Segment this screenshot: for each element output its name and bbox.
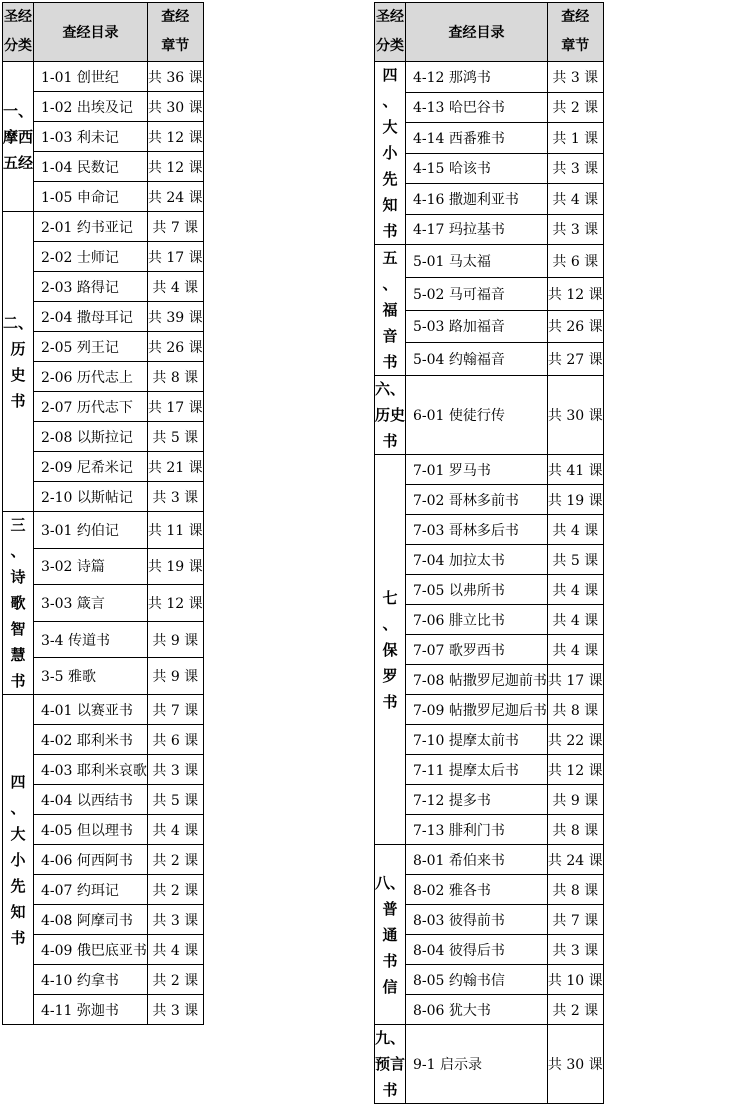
table-row bbox=[375, 935, 604, 965]
lesson-count-cell: 共 17 课 bbox=[147, 392, 203, 422]
book-name-cell: 7-01 罗马书 bbox=[406, 455, 548, 485]
lesson-count-cell: 共 11 课 bbox=[147, 512, 203, 549]
category-cell bbox=[375, 376, 406, 455]
lesson-count-cell: 共 4 课 bbox=[547, 635, 603, 665]
table-row bbox=[375, 123, 604, 154]
lesson-count-cell: 共 4 课 bbox=[147, 815, 203, 845]
book-name-cell: 2-01 约书亚记 bbox=[34, 212, 148, 242]
header-row bbox=[3, 3, 204, 62]
lesson-count-cell: 共 3 课 bbox=[547, 214, 603, 245]
table-row bbox=[375, 184, 604, 215]
book-name-cell: 8-06 犹大书 bbox=[406, 995, 548, 1025]
book-name-cell: 4-11 弥迦书 bbox=[34, 995, 148, 1025]
lesson-count-cell: 共 5 课 bbox=[547, 545, 603, 575]
lesson-count-cell: 共 8 课 bbox=[547, 695, 603, 725]
lesson-count-cell: 共 2 课 bbox=[547, 995, 603, 1025]
book-name-cell: 2-09 尼希米记 bbox=[34, 452, 148, 482]
catalog-body-left bbox=[3, 62, 204, 1025]
book-name-cell: 7-08 帖撒罗尼迦前书 bbox=[406, 665, 548, 695]
lesson-count-cell: 共 4 课 bbox=[547, 515, 603, 545]
lesson-count-cell: 共 9 课 bbox=[547, 785, 603, 815]
lesson-count-cell: 共 21 课 bbox=[147, 452, 203, 482]
table-row bbox=[375, 1025, 604, 1104]
category-label-line: 知 bbox=[10, 902, 26, 921]
lesson-count-cell: 共 30 课 bbox=[147, 92, 203, 122]
category-label-line: 历 bbox=[10, 339, 26, 358]
category-label-line: 六、历史书 bbox=[375, 380, 406, 450]
table-row bbox=[375, 343, 604, 376]
book-name-cell: 1-05 申命记 bbox=[34, 182, 148, 212]
book-name-cell: 7-05 以弗所书 bbox=[406, 575, 548, 605]
lesson-count-cell: 共 3 课 bbox=[547, 153, 603, 184]
table-row bbox=[375, 815, 604, 845]
category-cell bbox=[375, 245, 406, 376]
table-row bbox=[3, 182, 204, 212]
table-row bbox=[375, 965, 604, 995]
header-catalog: 查经目录 bbox=[34, 3, 148, 62]
book-name-cell: 4-08 阿摩司书 bbox=[34, 905, 148, 935]
book-name-cell: 4-16 撒迦利亚书 bbox=[406, 184, 548, 215]
book-name-cell: 5-03 路加福音 bbox=[406, 310, 548, 343]
book-name-cell: 2-03 路得记 bbox=[34, 272, 148, 302]
table-row bbox=[3, 212, 204, 242]
book-name-cell: 3-5 雅歌 bbox=[34, 658, 148, 695]
book-name-cell: 7-11 提摩太后书 bbox=[406, 755, 548, 785]
table-row bbox=[375, 62, 604, 93]
lesson-count-cell: 共 2 课 bbox=[547, 92, 603, 123]
book-name-cell: 4-05 但以理书 bbox=[34, 815, 148, 845]
book-name-cell: 7-02 哥林多前书 bbox=[406, 485, 548, 515]
lesson-count-cell: 共 12 课 bbox=[547, 755, 603, 785]
table-row bbox=[375, 995, 604, 1025]
table-row bbox=[3, 512, 204, 549]
lesson-count-cell: 共 7 课 bbox=[147, 695, 203, 725]
book-name-cell: 2-02 士师记 bbox=[34, 242, 148, 272]
table-row bbox=[3, 482, 204, 512]
lesson-count-cell: 共 3 课 bbox=[547, 62, 603, 93]
category-label-line: 保 bbox=[382, 640, 398, 659]
book-name-cell: 2-10 以斯帖记 bbox=[34, 482, 148, 512]
book-name-cell: 5-01 马太福 bbox=[406, 245, 548, 278]
category-label-line: 小 bbox=[10, 850, 26, 869]
category-label-line: 智 bbox=[10, 620, 26, 638]
book-name-cell: 7-07 歌罗西书 bbox=[406, 635, 548, 665]
lesson-count-cell: 共 4 课 bbox=[547, 605, 603, 635]
table-row bbox=[375, 845, 604, 875]
table-row bbox=[375, 545, 604, 575]
table-row bbox=[3, 815, 204, 845]
category-label-line: 书 bbox=[10, 672, 26, 690]
category-label-line: 知 bbox=[382, 196, 398, 214]
book-name-cell: 7-03 哥林多后书 bbox=[406, 515, 548, 545]
category-label-line: 书 bbox=[10, 928, 26, 947]
header-category: 圣经 分类 bbox=[375, 3, 406, 62]
lesson-count-cell: 共 8 课 bbox=[147, 362, 203, 392]
book-name-cell: 4-13 哈巴谷书 bbox=[406, 92, 548, 123]
table-row bbox=[375, 785, 604, 815]
book-name-cell: 7-09 帖撒罗尼迦后书 bbox=[406, 695, 548, 725]
table-row bbox=[375, 214, 604, 245]
lesson-count-cell: 共 12 课 bbox=[147, 122, 203, 152]
lesson-count-cell: 共 7 课 bbox=[147, 212, 203, 242]
lesson-count-cell: 共 4 课 bbox=[147, 935, 203, 965]
table-row bbox=[375, 245, 604, 278]
category-label-line: 、 bbox=[10, 542, 26, 560]
table-row bbox=[3, 935, 204, 965]
category-label-line: 歌 bbox=[10, 594, 26, 612]
book-name-cell: 9-1 启示录 bbox=[406, 1025, 548, 1104]
book-name-cell: 6-01 使徒行传 bbox=[406, 376, 548, 455]
catalog-body-right bbox=[375, 62, 604, 1104]
header-catalog: 查经目录 bbox=[406, 3, 548, 62]
table-row bbox=[375, 695, 604, 725]
category-label-line: 小 bbox=[382, 144, 398, 162]
lesson-count-cell: 共 36 课 bbox=[147, 62, 203, 92]
category-label-line: 摩西 bbox=[3, 127, 34, 146]
lesson-count-cell: 共 41 课 bbox=[547, 455, 603, 485]
category-label-line: 书 bbox=[382, 353, 398, 371]
category-label-line: 书 bbox=[382, 222, 398, 240]
table-row bbox=[375, 153, 604, 184]
lesson-count-cell: 共 4 课 bbox=[147, 272, 203, 302]
lesson-count-cell: 共 12 课 bbox=[547, 277, 603, 310]
table-row bbox=[375, 605, 604, 635]
category-cell bbox=[3, 695, 34, 1025]
lesson-count-cell: 共 8 课 bbox=[547, 875, 603, 905]
lesson-count-cell: 共 9 课 bbox=[147, 621, 203, 658]
table-row bbox=[3, 548, 204, 585]
category-cell bbox=[3, 212, 34, 512]
lesson-count-cell: 共 3 课 bbox=[147, 482, 203, 512]
table-row bbox=[3, 452, 204, 482]
category-label-line: 普 bbox=[382, 899, 398, 918]
book-name-cell: 8-04 彼得后书 bbox=[406, 935, 548, 965]
book-name-cell: 7-10 提摩太前书 bbox=[406, 725, 548, 755]
table-row bbox=[375, 635, 604, 665]
category-label-line: 书 bbox=[382, 951, 398, 970]
lesson-count-cell: 共 2 课 bbox=[147, 875, 203, 905]
book-name-cell: 4-17 玛拉基书 bbox=[406, 214, 548, 245]
category-label-line: 四 bbox=[382, 66, 398, 84]
category-label-line: 诗 bbox=[10, 568, 26, 586]
lesson-count-cell: 共 17 课 bbox=[147, 242, 203, 272]
category-label-line: 九、预言书 bbox=[375, 1029, 406, 1099]
lesson-count-cell: 共 19 课 bbox=[547, 485, 603, 515]
lesson-count-cell: 共 17 课 bbox=[547, 665, 603, 695]
table-row bbox=[375, 665, 604, 695]
category-label-line: 罗 bbox=[382, 666, 398, 685]
lesson-count-cell: 共 27 课 bbox=[547, 343, 603, 376]
lesson-count-cell: 共 39 课 bbox=[147, 302, 203, 332]
book-name-cell: 4-09 俄巴底亚书 bbox=[34, 935, 148, 965]
category-label-line: 二、 bbox=[3, 313, 34, 332]
lesson-count-cell: 共 1 课 bbox=[547, 123, 603, 154]
category-label-line: 、 bbox=[382, 275, 398, 293]
category-label-line: 先 bbox=[10, 876, 26, 895]
table-row bbox=[375, 277, 604, 310]
category-label-line: 七 bbox=[382, 588, 398, 607]
lesson-count-cell: 共 19 课 bbox=[147, 548, 203, 585]
category-label-line: 、 bbox=[382, 92, 398, 110]
book-name-cell: 4-10 约拿书 bbox=[34, 965, 148, 995]
book-name-cell: 2-05 列王记 bbox=[34, 332, 148, 362]
lesson-count-cell: 共 3 课 bbox=[147, 755, 203, 785]
table-row bbox=[3, 695, 204, 725]
book-name-cell: 2-07 历代志下 bbox=[34, 392, 148, 422]
lesson-count-cell: 共 26 课 bbox=[547, 310, 603, 343]
book-name-cell: 7-13 腓利门书 bbox=[406, 815, 548, 845]
book-name-cell: 1-02 出埃及记 bbox=[34, 92, 148, 122]
table-row bbox=[3, 62, 204, 92]
category-label-line: 福 bbox=[382, 301, 398, 319]
book-name-cell: 4-06 何西阿书 bbox=[34, 845, 148, 875]
category-label-line: 先 bbox=[382, 170, 398, 188]
table-row bbox=[3, 755, 204, 785]
lesson-count-cell: 共 5 课 bbox=[147, 785, 203, 815]
book-name-cell: 5-04 约翰福音 bbox=[406, 343, 548, 376]
table-row bbox=[3, 362, 204, 392]
table-row bbox=[375, 575, 604, 605]
category-cell bbox=[375, 455, 406, 845]
lesson-count-cell: 共 4 课 bbox=[547, 184, 603, 215]
book-name-cell: 4-07 约珥记 bbox=[34, 875, 148, 905]
table-row bbox=[3, 785, 204, 815]
lesson-count-cell: 共 12 课 bbox=[147, 585, 203, 622]
book-name-cell: 8-05 约翰书信 bbox=[406, 965, 548, 995]
catalog-table-right bbox=[374, 2, 604, 1104]
lesson-count-cell: 共 5 课 bbox=[147, 422, 203, 452]
table-row bbox=[3, 422, 204, 452]
lesson-count-cell: 共 4 课 bbox=[547, 575, 603, 605]
table-row bbox=[3, 585, 204, 622]
lesson-count-cell: 共 6 课 bbox=[547, 245, 603, 278]
table-row bbox=[3, 875, 204, 905]
lesson-count-cell: 共 2 课 bbox=[147, 845, 203, 875]
category-cell bbox=[3, 62, 34, 212]
book-name-cell: 3-03 箴言 bbox=[34, 585, 148, 622]
lesson-count-cell: 共 24 课 bbox=[147, 182, 203, 212]
table-row bbox=[3, 272, 204, 302]
category-label-line: 信 bbox=[382, 977, 398, 996]
lesson-count-cell: 共 30 课 bbox=[547, 1025, 603, 1104]
book-name-cell: 4-14 西番雅书 bbox=[406, 123, 548, 154]
table-row bbox=[375, 755, 604, 785]
lesson-count-cell: 共 6 课 bbox=[147, 725, 203, 755]
table-row bbox=[375, 875, 604, 905]
category-label-line: 大 bbox=[10, 824, 26, 843]
book-name-cell: 4-12 那鸿书 bbox=[406, 62, 548, 93]
book-name-cell: 4-02 耶利米书 bbox=[34, 725, 148, 755]
book-name-cell: 1-03 利未记 bbox=[34, 122, 148, 152]
book-name-cell: 4-03 耶利米哀歌 bbox=[34, 755, 148, 785]
table-row bbox=[3, 332, 204, 362]
book-name-cell: 1-01 创世纪 bbox=[34, 62, 148, 92]
lesson-count-cell: 共 3 课 bbox=[147, 995, 203, 1025]
lesson-count-cell: 共 10 课 bbox=[547, 965, 603, 995]
table-row bbox=[375, 725, 604, 755]
category-label-line: 大 bbox=[382, 118, 398, 136]
book-name-cell: 2-08 以斯拉记 bbox=[34, 422, 148, 452]
category-label-line: 三 bbox=[10, 516, 26, 534]
lesson-count-cell: 共 26 课 bbox=[147, 332, 203, 362]
catalog-table-left bbox=[2, 2, 204, 1025]
book-name-cell: 8-02 雅各书 bbox=[406, 875, 548, 905]
table-row bbox=[375, 485, 604, 515]
book-name-cell: 3-02 诗篇 bbox=[34, 548, 148, 585]
header-chapter: 查经 章节 bbox=[147, 3, 203, 62]
book-name-cell: 8-03 彼得前书 bbox=[406, 905, 548, 935]
lesson-count-cell: 共 8 课 bbox=[547, 815, 603, 845]
table-row bbox=[375, 905, 604, 935]
category-label-line: 八、 bbox=[375, 873, 406, 892]
category-label-line: 一、 bbox=[3, 101, 34, 120]
table-row bbox=[3, 845, 204, 875]
book-name-cell: 3-01 约伯记 bbox=[34, 512, 148, 549]
lesson-count-cell: 共 30 课 bbox=[547, 376, 603, 455]
category-cell bbox=[3, 512, 34, 695]
header-row bbox=[375, 3, 604, 62]
table-row bbox=[3, 658, 204, 695]
book-name-cell: 5-02 马可福音 bbox=[406, 277, 548, 310]
category-cell bbox=[375, 845, 406, 1025]
table-row bbox=[3, 392, 204, 422]
header-chapter: 查经 章节 bbox=[547, 3, 603, 62]
category-label-line: 、 bbox=[382, 614, 398, 633]
table-row bbox=[375, 376, 604, 455]
category-label-line: 四 bbox=[10, 772, 26, 791]
category-label-line: 书 bbox=[10, 391, 26, 410]
lesson-count-cell: 共 2 课 bbox=[147, 965, 203, 995]
header-category: 圣经 分类 bbox=[3, 3, 34, 62]
lesson-count-cell: 共 3 课 bbox=[547, 935, 603, 965]
lesson-count-cell: 共 12 课 bbox=[147, 152, 203, 182]
category-label-line: 音 bbox=[382, 327, 398, 345]
book-name-cell: 2-04 撒母耳记 bbox=[34, 302, 148, 332]
table-row bbox=[3, 725, 204, 755]
lesson-count-cell: 共 24 课 bbox=[547, 845, 603, 875]
table-row bbox=[3, 242, 204, 272]
table-row bbox=[3, 905, 204, 935]
book-name-cell: 8-01 希伯来书 bbox=[406, 845, 548, 875]
book-name-cell: 1-04 民数记 bbox=[34, 152, 148, 182]
category-label-line: 慧 bbox=[10, 646, 26, 664]
table-row bbox=[375, 455, 604, 485]
category-cell bbox=[375, 62, 406, 245]
lesson-count-cell: 共 3 课 bbox=[147, 905, 203, 935]
category-label-line: 通 bbox=[382, 925, 398, 944]
category-label-line: 、 bbox=[10, 798, 26, 817]
book-name-cell: 4-01 以赛亚书 bbox=[34, 695, 148, 725]
book-name-cell: 7-06 腓立比书 bbox=[406, 605, 548, 635]
category-label-line: 五经 bbox=[3, 153, 34, 172]
book-name-cell: 4-15 哈该书 bbox=[406, 153, 548, 184]
book-name-cell: 7-12 提多书 bbox=[406, 785, 548, 815]
table-row bbox=[375, 310, 604, 343]
table-row bbox=[3, 965, 204, 995]
lesson-count-cell: 共 7 课 bbox=[547, 905, 603, 935]
book-name-cell: 3-4 传道书 bbox=[34, 621, 148, 658]
book-name-cell: 7-04 加拉太书 bbox=[406, 545, 548, 575]
lesson-count-cell: 共 9 课 bbox=[147, 658, 203, 695]
table-row bbox=[375, 515, 604, 545]
book-name-cell: 2-06 历代志上 bbox=[34, 362, 148, 392]
book-name-cell: 4-04 以西结书 bbox=[34, 785, 148, 815]
category-label-line: 史 bbox=[10, 365, 26, 384]
category-label-line: 五 bbox=[382, 249, 398, 267]
table-row bbox=[3, 621, 204, 658]
category-label-line: 书 bbox=[382, 692, 398, 711]
category-cell bbox=[375, 1025, 406, 1104]
table-row bbox=[375, 92, 604, 123]
lesson-count-cell: 共 22 课 bbox=[547, 725, 603, 755]
table-row bbox=[3, 995, 204, 1025]
